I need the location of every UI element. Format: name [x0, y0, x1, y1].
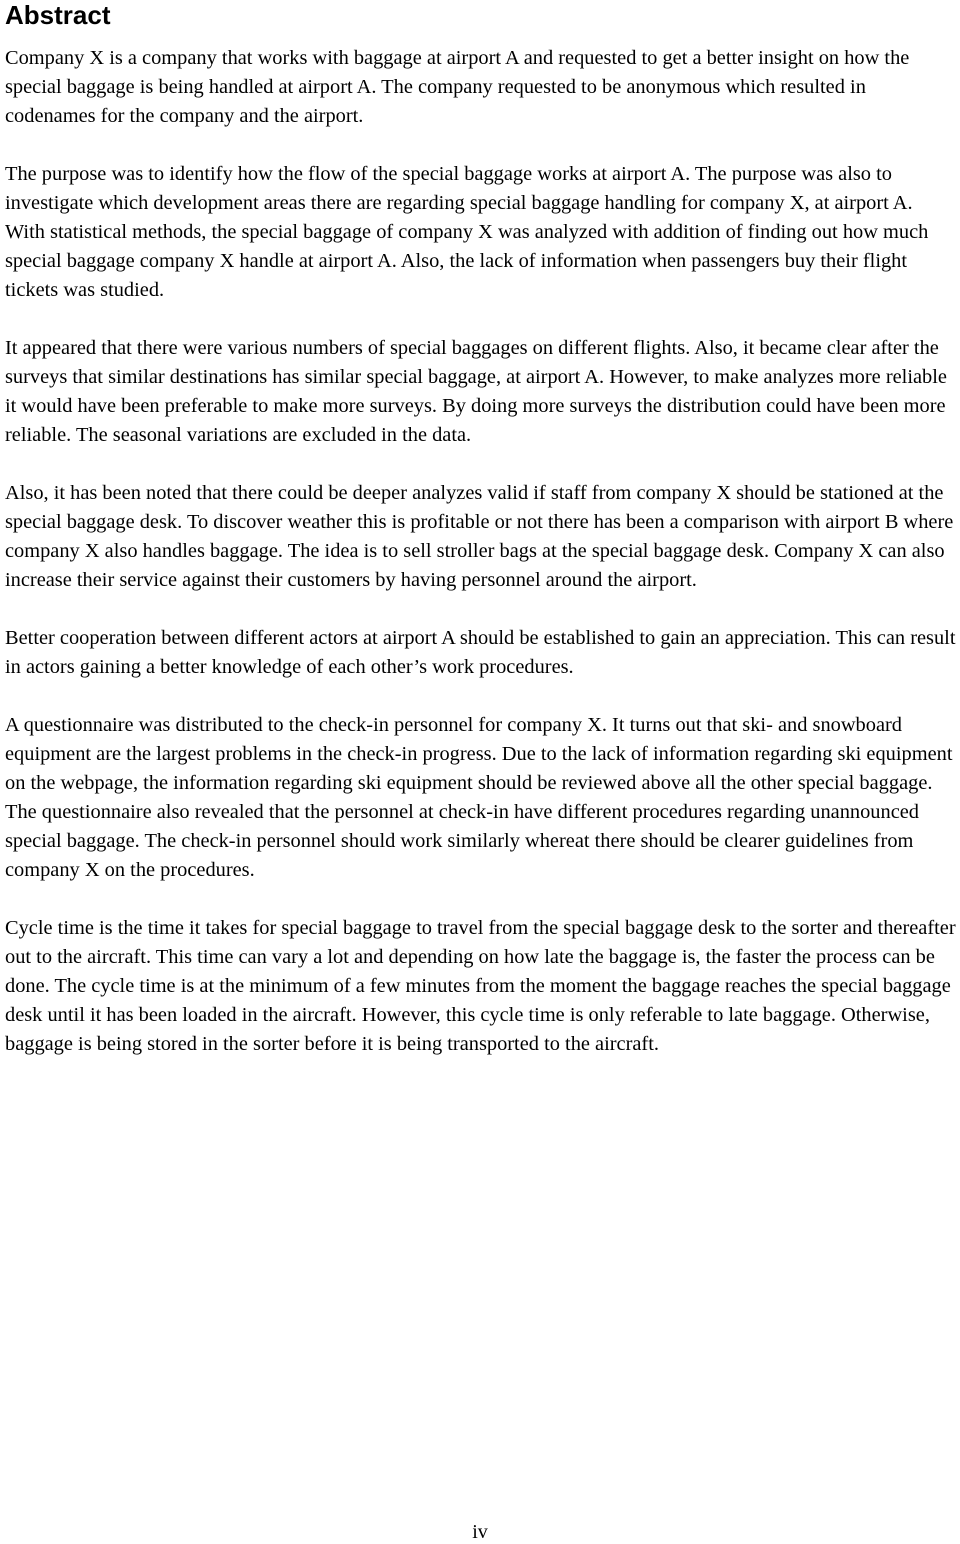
page-number: iv	[472, 1521, 488, 1543]
paragraph: A questionnaire was distributed to the check-in personnel for company X. It turns out that ski- and snowboard equipment are the largest problems in the check-in progress. Due to the lack of information regarding ski equipment on the webpage, the information regarding ski equipment should be reviewed above all the other special baggage. The questionnaire also revealed that the personnel at check-in have different procedures regarding unannounced special baggage. The check-in personnel should work similarly whereat there should be clearer guidelines from company X on the procedures.	[5, 714, 953, 881]
paragraph: Company X is a company that works with baggage at airport A and requested to get a better insight on how the special baggage is being handled at airport A. The company requested to be anonymous which resulted in codenames for the company and the airport.	[5, 47, 910, 127]
abstract-body	[5, 44, 957, 1088]
document-page	[5, 0, 957, 1055]
paragraph: Better cooperation between different actors at airport A should be established to gain an appreciation. This can result in actors gaining a better knowledge of each other’s work procedures.	[5, 627, 956, 678]
section-heading: Abstract	[5, 0, 111, 30]
paragraph: Also, it has been noted that there could be deeper analyzes valid if staff from company X should be stationed at the special baggage desk. To discover weather this is profitable or not there has been a comparison with airport B where company X also handles baggage. The idea is to sell stroller bags at the special baggage desk. Company X can also increase their service against their customers by having personnel around the airport.	[5, 482, 954, 591]
paragraph: The purpose was to identify how the flow of the special baggage works at airport A. The purpose was also to investigate which development areas there are regarding special baggage handling for company X, at airport A. With statistical methods, the special baggage of company X was analyzed with addition of finding out how much special baggage company X handle at airport A. Also, the lack of information when passengers buy their flight tickets was studied.	[5, 163, 929, 301]
paragraph: It appeared that there were various numbers of special baggages on different flights. Also, it became clear after the surveys that similar destinations has similar special baggage, at airport A. However, to make analyzes more reliable it would have been preferable to make more surveys. By doing more surveys the distribution could have been more reliable. The seasonal variations are excluded in the data.	[5, 337, 947, 446]
paragraph: Cycle time is the time it takes for special baggage to travel from the special baggage desk to the sorter and thereafter out to the aircraft. This time can vary a lot and depending on how late the baggage is, the faster the process can be done. The cycle time is at the minimum of a few minutes from the moment the baggage reaches the special baggage desk until it has been loaded in the aircraft. However, this cycle time is only referable to late baggage. Otherwise, baggage is being stored in the sorter before it is being transported to the aircraft.	[5, 917, 956, 1055]
